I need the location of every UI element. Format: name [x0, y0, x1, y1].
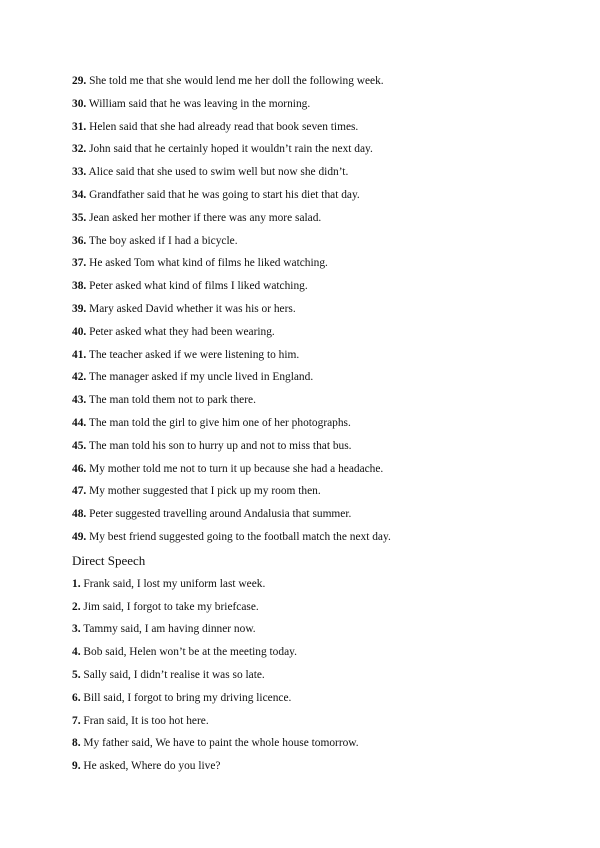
sentence-text: Bill said, I forgot to bring my driving licence.	[83, 691, 292, 704]
sentence-item	[72, 710, 592, 733]
sentence-text: My father said, We have to paint the whole house tomorrow.	[83, 737, 359, 750]
sentence-text: The man told them not to park there.	[88, 394, 256, 407]
sentence-item	[72, 755, 592, 778]
sentence-text: The man told his son to hurry up and not to miss that bus.	[88, 439, 352, 452]
sentence-item	[72, 435, 592, 458]
sentence-item	[72, 596, 592, 619]
sentence-text: My mother suggested that I pick up my room then.	[89, 485, 321, 498]
sentence-item	[72, 138, 592, 161]
sentence-text: Mary asked David whether it was his or hers.	[89, 302, 296, 315]
sentence-number: 45.	[72, 439, 87, 452]
sentence-number: 7.	[72, 714, 81, 727]
sentence-number: 49.	[72, 530, 87, 543]
sentence-number: 30.	[72, 97, 87, 110]
sentence-text: John said that he certainly hoped it wouldn’t rain the next day.	[89, 143, 373, 156]
reported-speech-list	[72, 70, 592, 549]
sentence-text: He asked, Where do you live?	[83, 760, 221, 773]
sentence-item	[72, 93, 592, 116]
sentence-text: Peter asked what kind of films I liked watching.	[89, 280, 308, 293]
sentence-number: 5.	[72, 668, 81, 681]
sentence-text: Peter asked what they had been wearing.	[89, 325, 275, 338]
sentence-item	[72, 664, 592, 687]
sentence-number: 39.	[72, 302, 87, 315]
sentence-number: 1.	[72, 577, 81, 590]
sentence-item	[72, 116, 592, 139]
sentence-number: 37.	[72, 257, 87, 270]
sentence-item	[72, 526, 592, 549]
sentence-item	[72, 275, 592, 298]
sentence-item	[72, 732, 592, 755]
sentence-item	[72, 412, 592, 435]
sentence-text: Helen said that she had already read that book seven times.	[89, 120, 359, 133]
sentence-text: Alice said that she used to swim well but now she didn’t.	[88, 166, 349, 179]
sentence-item	[72, 618, 592, 641]
sentence-number: 42.	[72, 371, 87, 384]
direct-speech-heading: Direct Speech	[72, 552, 146, 568]
sentence-item	[72, 344, 592, 367]
sentence-text: William said that he was leaving in the morning.	[88, 97, 311, 110]
sentence-text: Fran said, It is too hot here.	[83, 714, 209, 727]
sentence-number: 32.	[72, 143, 87, 156]
sentence-text: He asked Tom what kind of films he liked watching.	[89, 257, 328, 270]
sentence-text: My mother told me not to turn it up because she had a headache.	[89, 462, 384, 475]
sentence-text: The manager asked if my uncle lived in England.	[88, 371, 314, 384]
sentence-number: 31.	[72, 120, 87, 133]
sentence-number: 40.	[72, 325, 87, 338]
sentence-number: 3.	[72, 623, 81, 636]
sentence-number: 9.	[72, 760, 81, 773]
sentence-text: Frank said, I lost my uniform last week.	[83, 577, 266, 590]
sentence-item	[72, 366, 592, 389]
sentence-number: 6.	[72, 691, 81, 704]
sentence-item	[72, 207, 592, 230]
sentence-number: 47.	[72, 485, 87, 498]
sentence-number: 2.	[72, 600, 81, 613]
sentence-text: Tammy said, I am having dinner now.	[83, 623, 256, 636]
sentence-number: 41.	[72, 348, 87, 361]
sentence-item	[72, 298, 592, 321]
sentence-number: 44.	[72, 416, 87, 429]
sentence-text: Jean asked her mother if there was any more salad.	[89, 211, 322, 224]
sentence-item	[72, 70, 592, 93]
sentence-number: 4.	[72, 646, 81, 659]
sentence-number: 46.	[72, 462, 87, 475]
sentence-text: Peter suggested travelling around Andalusia that summer.	[89, 508, 352, 521]
sentence-number: 36.	[72, 234, 87, 247]
sentence-item	[72, 458, 592, 481]
sentence-text: She told me that she would lend me her doll the following week.	[89, 75, 384, 87]
sentence-number: 34.	[72, 188, 87, 201]
sentence-text: Bob said, Helen won’t be at the meeting today.	[83, 646, 297, 659]
sentence-number: 43.	[72, 394, 87, 407]
sentence-number: 29.	[72, 75, 87, 87]
sentence-number: 38.	[72, 280, 87, 293]
direct-speech-list	[72, 573, 592, 778]
sentence-item	[72, 389, 592, 412]
sentence-item	[72, 252, 592, 275]
sentence-item	[72, 480, 592, 503]
sentence-text: Grandfather said that he was going to start his diet that day.	[89, 188, 360, 201]
sentence-item	[72, 641, 592, 664]
sentence-text: The boy asked if I had a bicycle.	[88, 234, 238, 247]
sentence-text: Jim said, I forgot to take my briefcase.	[83, 600, 259, 613]
sentence-text: The teacher asked if we were listening to him.	[88, 348, 300, 361]
sentence-item	[72, 230, 592, 253]
sentence-item	[72, 687, 592, 710]
sentence-text: My best friend suggested going to the football match the next day.	[89, 530, 391, 543]
sentence-item	[72, 503, 592, 526]
sentence-item	[72, 573, 592, 596]
sentence-number: 48.	[72, 508, 87, 521]
sentence-number: 35.	[72, 211, 87, 224]
exercise-list	[72, 70, 592, 778]
sentence-number: 33.	[72, 166, 87, 179]
sentence-item	[72, 161, 592, 184]
sentence-number: 8.	[72, 737, 81, 750]
sentence-item	[72, 184, 592, 207]
sentence-item	[72, 321, 592, 344]
sentence-text: Sally said, I didn’t realise it was so late.	[83, 668, 265, 681]
sentence-text: The man told the girl to give him one of her photographs.	[88, 416, 351, 429]
